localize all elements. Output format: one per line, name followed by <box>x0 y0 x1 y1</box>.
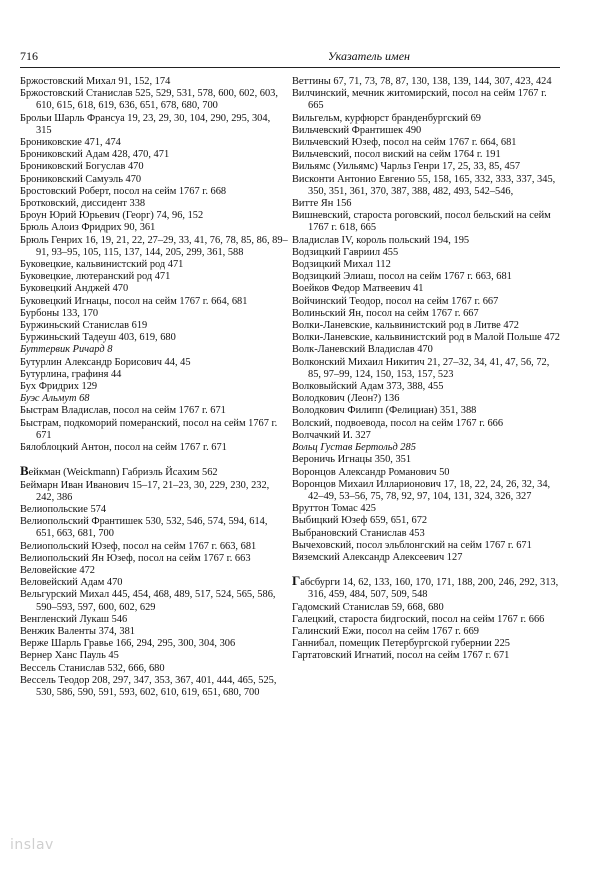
index-columns <box>20 76 560 836</box>
index-entry <box>292 271 560 283</box>
index-entry <box>292 552 560 564</box>
index-entry <box>292 332 560 344</box>
index-entry <box>292 161 560 173</box>
index-column-left <box>20 76 288 836</box>
index-entry-text: Войчинский Теодор, посол на сейм 1767 г. 667 <box>292 295 499 307</box>
index-entry <box>20 650 288 662</box>
index-entry <box>292 320 560 332</box>
index-entry <box>20 465 288 479</box>
index-entry <box>20 149 288 161</box>
index-entry <box>20 626 288 638</box>
index-entry <box>20 663 288 675</box>
index-entry-text: Волчачкий И. 327 <box>292 429 371 441</box>
index-entry <box>20 332 288 344</box>
index-entry-text: Витте Ян 156 <box>292 198 352 210</box>
index-entry-text: Галецкий, староста бидгоский, посол на сейм 1767 г. 666 <box>292 613 545 625</box>
index-entry-text: Велиопольские 574 <box>20 503 107 515</box>
section-letter: Г <box>292 573 301 589</box>
index-entry <box>292 650 560 662</box>
index-entry <box>292 602 560 614</box>
index-entry-text: Буковецкие, лютеранский род 471 <box>20 271 171 283</box>
index-entry-text: Гартатовский Игнатий, посол на сейм 1767 г. 671 <box>292 650 510 662</box>
index-entry-text: Вычеховский, посол эльблонгский на сейм 1767 г. 671 <box>292 539 532 551</box>
index-entry-text: Воронцов Михаил Илларионович 17, 18, 22, 24, 26, 32, 34, 42–49, 53–56, 75, 78, 92, 97, 104, 131, 324, 326, 327 <box>292 478 551 502</box>
index-entry <box>20 442 288 454</box>
index-entry-text: Буковецкий Анджей 470 <box>20 283 129 295</box>
index-entry-text: Водзицкий Михал 112 <box>292 259 391 271</box>
index-entry-text: Вяземский Александр Алексеевич 127 <box>292 551 463 563</box>
index-entry <box>20 235 288 259</box>
index-entry-text: Буковецкие, кальвинистский род 471 <box>20 259 184 271</box>
index-entry-text: Бух Фридрих 129 <box>20 381 98 393</box>
index-entry-text: Брониковский Самуэль 470 <box>20 173 142 185</box>
index-entry-text: Буэс Альмут 68 <box>20 393 90 405</box>
index-entry-text: Волковыйский Адам 373, 388, 455 <box>292 381 444 393</box>
index-entry <box>20 418 288 442</box>
index-entry <box>292 575 560 601</box>
index-entry <box>292 503 560 515</box>
index-entry-text: Брониковский Адам 428, 470, 471 <box>20 149 170 161</box>
index-entry <box>292 614 560 626</box>
index-entry <box>20 222 288 234</box>
index-entry <box>20 480 288 504</box>
index-entry <box>292 638 560 650</box>
index-entry <box>292 283 560 295</box>
index-entry-text: Вессель Теодор 208, 297, 347, 353, 367, 401, 444, 465, 525, 530, 586, 590, 591, 593, 602, 610, 619, 651, 680, 700 <box>20 674 277 698</box>
index-entry <box>292 626 560 638</box>
index-entry-text: Брюль Генрих 16, 19, 21, 22, 27–29, 33, 41, 76, 78, 85, 86, 89–91, 93–95, 105, 115, 137, 144, 205, 299, 361, 588 <box>20 234 288 258</box>
index-entry-text: Володкович (Леон?) 136 <box>292 393 400 405</box>
index-entry <box>20 357 288 369</box>
index-entry <box>20 271 288 283</box>
index-entry-text: Вилчинский, мечник житомирский, посол на сейм 1767 г. 665 <box>292 88 547 112</box>
index-entry-text: Верже Шарль Гравье 166, 294, 295, 300, 304, 306 <box>20 638 236 650</box>
index-entry-text: ейкман (Weickmann) Габриэль Йсахим 562 <box>28 467 218 479</box>
index-entry <box>292 357 560 381</box>
index-entry-text: Вессель Станислав 532, 666, 680 <box>20 662 165 674</box>
index-entry-text: Бростовский Роберт, посол на сейм 1767 г. 668 <box>20 185 227 197</box>
index-entry-text: Буковецкий Игнацы, посол на сейм 1767 г. 664, 681 <box>20 295 248 307</box>
index-entry-text: Водзицкий Гавриил 455 <box>292 246 399 258</box>
index-entry-text: Буттервик Ричард 8 <box>20 344 113 356</box>
index-entry-text: Воейков Федор Матвеевич 41 <box>292 283 424 295</box>
index-entry <box>20 137 288 149</box>
index-entry <box>20 589 288 613</box>
index-entry-text: Броун Юрий Юрьевич (Георг) 74, 96, 152 <box>20 210 204 222</box>
index-entry-text: Венгленский Лукаш 546 <box>20 613 128 625</box>
index-entry <box>20 161 288 173</box>
index-entry <box>292 137 560 149</box>
index-entry <box>20 198 288 210</box>
index-entry-text: Брониковский Богуслав 470 <box>20 161 144 173</box>
index-entry-text: Бржостовский Михал 91, 152, 174 <box>20 76 171 87</box>
index-entry <box>20 210 288 222</box>
index-entry <box>292 467 560 479</box>
section-gap <box>20 454 288 465</box>
index-entry <box>20 553 288 565</box>
index-entry <box>20 405 288 417</box>
index-entry <box>20 541 288 553</box>
section-gap <box>292 564 560 575</box>
index-entry-text: Веловейский Адам 470 <box>20 577 123 589</box>
index-entry <box>20 614 288 626</box>
index-entry-text: Бурбоны 133, 170 <box>20 307 99 319</box>
index-entry-text: Быстрам, подкоморий померанский, посол на сейм 1767 г. 671 <box>20 417 278 441</box>
index-entry-text: Володкович Филипп (Фелициан) 351, 388 <box>292 405 477 417</box>
index-entry <box>292 405 560 417</box>
index-entry <box>20 565 288 577</box>
index-entry-text: Брониковские 471, 474 <box>20 137 121 149</box>
index-entry <box>292 540 560 552</box>
index-entry-text: Висконти Антонио Евгенио 55, 158, 165, 332, 333, 337, 345, 350, 351, 361, 370, 387, 388, 482, 493, 542–546, <box>292 173 556 197</box>
index-entry <box>292 235 560 247</box>
index-entry <box>20 76 288 88</box>
index-entry-text: Вольц Густав Бертольд 285 <box>292 442 416 454</box>
index-entry <box>292 442 560 454</box>
index-entry <box>292 210 560 234</box>
index-entry <box>20 675 288 699</box>
index-entry <box>292 381 560 393</box>
index-entry <box>292 259 560 271</box>
index-entry <box>292 430 560 442</box>
page-header <box>20 44 560 68</box>
index-entry-text: Велиопольский Ян Юзеф, посол на сейм 1767 г. 663 <box>20 552 251 564</box>
index-entry-text: Беймарн Иван Иванович 15–17, 21–23, 30, 229, 230, 232, 242, 386 <box>20 479 270 503</box>
index-entry-text: Волк-Ланевский Владислав 470 <box>292 344 433 356</box>
index-entry-text: Брюль Алоиз Фридрих 90, 361 <box>20 222 156 234</box>
index-entry <box>20 113 288 137</box>
index-entry-text: Вернер Ханс Пауль 45 <box>20 650 119 662</box>
index-entry-text: Веловейские 472 <box>20 564 95 576</box>
watermark: inslav <box>10 837 54 853</box>
index-entry <box>20 88 288 112</box>
index-entry <box>20 259 288 271</box>
index-entry-text: Галинский Ежи, посол на сейм 1767 г. 669 <box>292 625 479 637</box>
index-entry <box>20 516 288 540</box>
index-entry-text: Венжик Валенты 374, 381 <box>20 625 135 637</box>
index-entry-text: Бутурлина, графиня 44 <box>20 368 122 380</box>
index-entry <box>20 344 288 356</box>
running-title: Указатель имен <box>327 49 410 63</box>
index-entry <box>292 198 560 210</box>
index-entry-text: Вильямс (Уильямс) Чарльз Генри 17, 25, 33, 85, 457 <box>292 161 521 173</box>
index-entry-text: Волки-Ланевские, кальвинистский род в Литве 472 <box>292 320 519 332</box>
index-entry <box>20 381 288 393</box>
index-entry <box>292 418 560 430</box>
index-entry-text: Веттины 67, 71, 73, 78, 87, 130, 138, 139, 144, 307, 423, 424 <box>292 76 552 87</box>
index-entry-text: Вруттон Томас 425 <box>292 503 376 515</box>
index-entry <box>20 186 288 198</box>
index-entry-text: Буржиньский Станислав 619 <box>20 320 148 332</box>
index-entry-text: Брольи Шарль Франсуа 19, 23, 29, 30, 104, 290, 295, 304, 315 <box>20 112 271 136</box>
index-entry <box>292 296 560 308</box>
index-entry <box>292 344 560 356</box>
index-entry <box>20 369 288 381</box>
index-entry <box>20 504 288 516</box>
index-entry-text: Волки-Ланевские, кальвинистский род в Малой Польше 472 <box>292 332 560 344</box>
index-entry <box>20 577 288 589</box>
index-entry-text: Велиопольский Франтишек 530, 532, 546, 574, 594, 614, 651, 663, 681, 700 <box>20 516 268 540</box>
index-entry-text: Бялоблоцкий Антон, посол на сейм 1767 г. 671 <box>20 442 227 454</box>
index-entry-text: Вишневский, староста роговский, посол бельский на сейм 1767 г. 618, 665 <box>292 210 551 234</box>
index-entry-text: Воронцов Александр Романович 50 <box>292 466 450 478</box>
index-entry <box>292 393 560 405</box>
index-entry-text: Выбрановский Станислав 453 <box>292 527 425 539</box>
index-entry <box>292 479 560 503</box>
index-entry <box>20 638 288 650</box>
index-entry <box>20 296 288 308</box>
index-entry-text: Вильчевский Юзеф, посол на сейм 1767 г. 664, 681 <box>292 137 517 149</box>
index-entry-text: Вильчевский Франтишек 490 <box>292 124 422 136</box>
index-entry-text: Бржостовский Станислав 525, 529, 531, 578, 600, 602, 603, 610, 615, 618, 619, 636, 651, 678, 680, 700 <box>20 88 278 112</box>
index-entry <box>292 76 560 88</box>
index-entry <box>20 393 288 405</box>
index-entry-text: Вильчевский, посол виский на сейм 1764 г. 191 <box>292 149 501 161</box>
index-column-right <box>292 76 560 836</box>
index-entry <box>292 247 560 259</box>
index-entry-text: Бротковский, диссидент 338 <box>20 198 146 210</box>
index-entry <box>292 125 560 137</box>
index-entry-text: Вильгельм, курфюрст бранденбургский 69 <box>292 112 482 124</box>
index-entry <box>292 528 560 540</box>
index-entry <box>292 113 560 125</box>
index-entry-text: абсбурги 14, 62, 133, 160, 170, 171, 188, 200, 246, 292, 313, 316, 459, 484, 507, 509, 548 <box>300 577 559 601</box>
index-entry <box>20 308 288 320</box>
index-entry-text: Волский, подвоевода, посол на сейм 1767 г. 666 <box>292 417 504 429</box>
index-entry-text: Гадомский Станислав 59, 668, 680 <box>292 601 444 613</box>
index-entry <box>292 308 560 320</box>
index-entry-text: Быстрам Владислав, посол на сейм 1767 г. 671 <box>20 405 226 417</box>
index-entry-text: Вельгурский Михал 445, 454, 468, 489, 517, 524, 565, 586, 590–593, 597, 600, 602, 629 <box>20 589 276 613</box>
index-entry <box>292 454 560 466</box>
index-entry-text: Ганнибал, помещик Петербургской губернии 225 <box>292 638 510 650</box>
index-entry-text: Волиньский Ян, посол на сейм 1767 г. 667 <box>292 307 479 319</box>
index-entry-text: Вероничь Игнацы 350, 351 <box>292 454 412 466</box>
index-entry <box>20 283 288 295</box>
index-entry-text: Владислав IV, король польский 194, 195 <box>292 234 470 246</box>
index-entry-text: Бутурлин Александр Борисович 44, 45 <box>20 356 191 368</box>
index-entry-text: Волконский Михаил Никитич 21, 27–32, 34, 41, 47, 56, 72, 85, 97–99, 124, 150, 153, 157, 523 <box>292 356 550 380</box>
index-entry-text: Буржиньский Тадеуш 403, 619, 680 <box>20 332 176 344</box>
index-entry-text: Велиопольский Юзеф, посол на сейм 1767 г. 663, 681 <box>20 540 257 552</box>
index-entry <box>292 149 560 161</box>
section-letter: В <box>20 463 29 479</box>
index-entry <box>20 174 288 186</box>
index-entry <box>292 174 560 198</box>
index-entry <box>292 88 560 112</box>
page-number: 716 <box>20 49 38 63</box>
index-entry-text: Выбицкий Юзеф 659, 651, 672 <box>292 515 428 527</box>
index-entry <box>292 515 560 527</box>
index-entry-text: Водзицкий Элиаш, посол на сейм 1767 г. 663, 681 <box>292 271 512 283</box>
index-entry <box>20 320 288 332</box>
